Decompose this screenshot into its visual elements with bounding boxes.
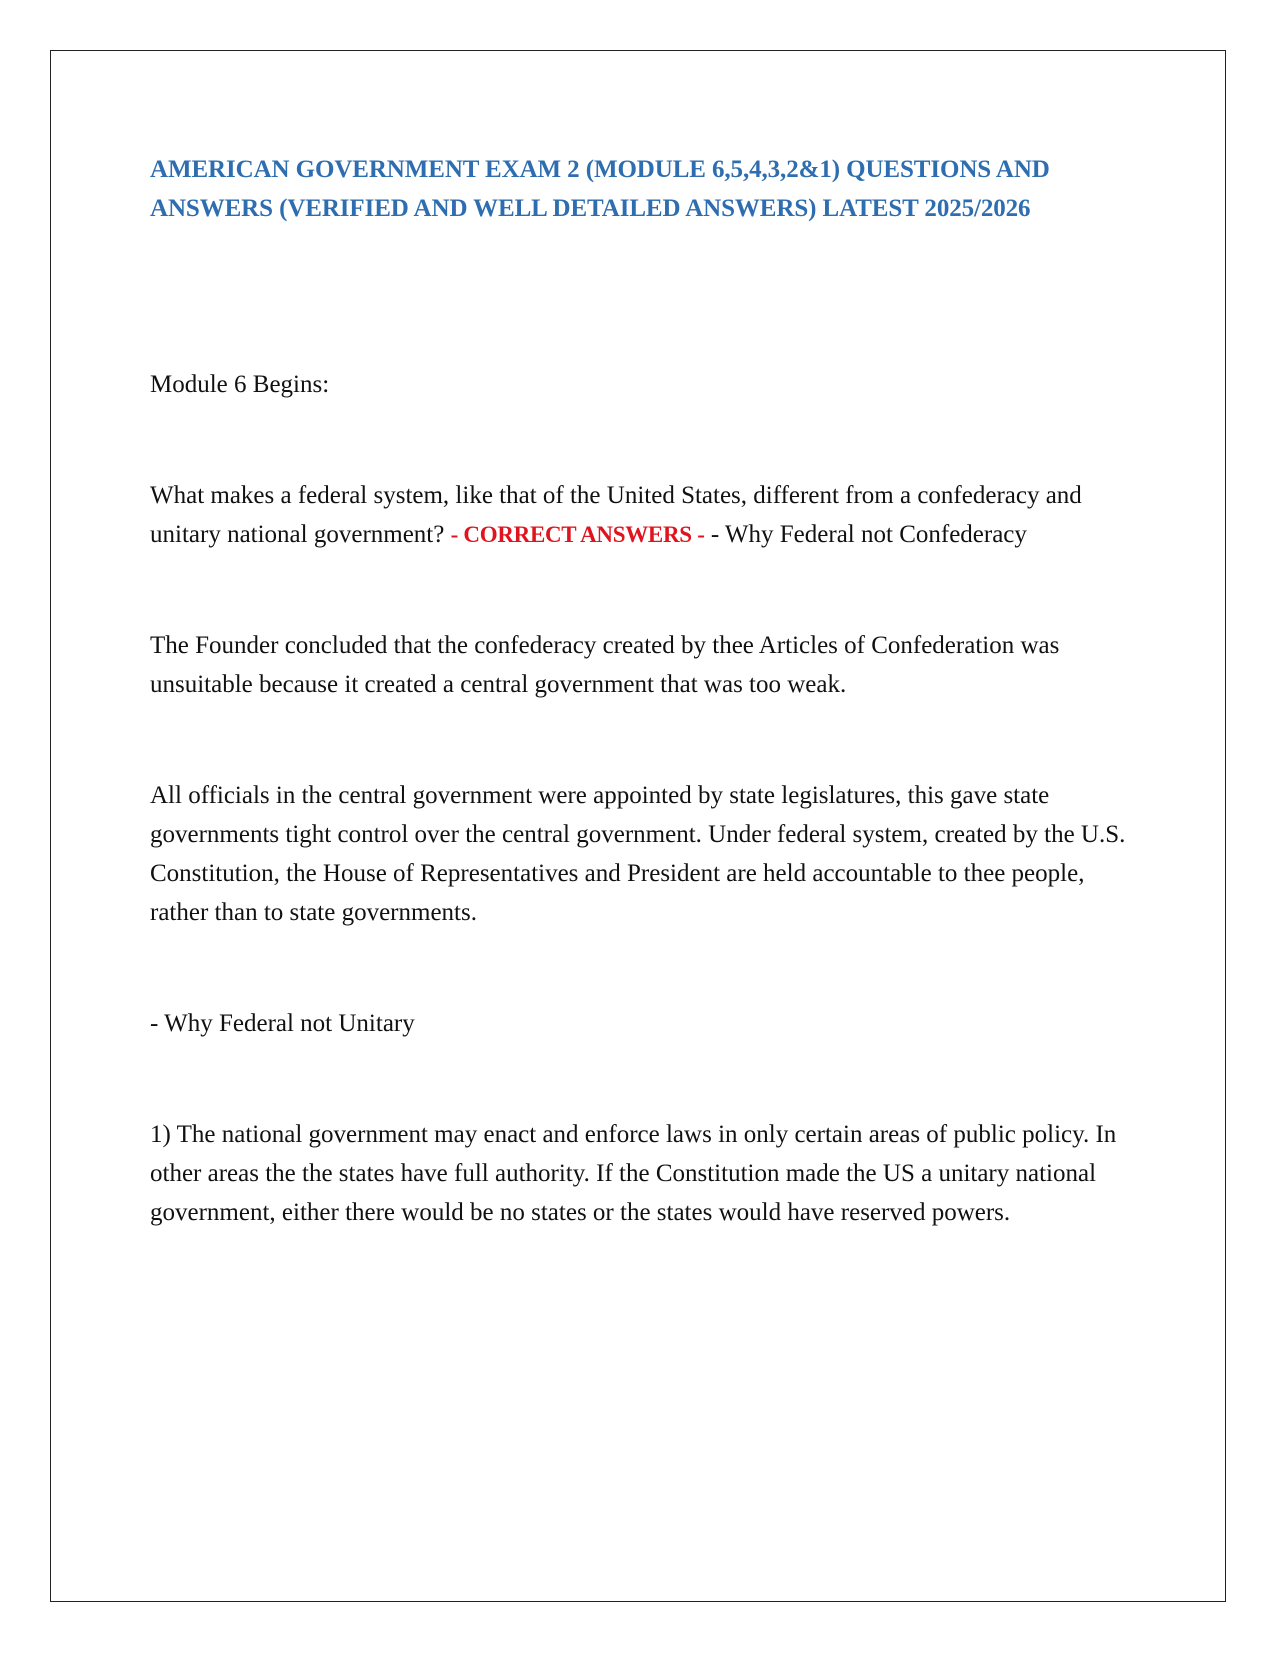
officials-paragraph: All officials in the central government were appointed by state legislatures, this gave state governments tight control over the central government. Under federal system, created by the U.S. Constitution, the House of Representatives and President are held accountable to thee people, rather than to state governments. [150, 782, 1126, 926]
document-content [150, 150, 1130, 1232]
document-title: AMERICAN GOVERNMENT EXAM 2 (MODULE 6,5,4,3,2&1) QUESTIONS AND ANSWERS (VERIFIED AND WELL DETAILED ANSWERS) LATEST 2025/2026 [150, 156, 1050, 222]
unitary-heading: - Why Federal not Unitary [150, 1010, 415, 1037]
founder-paragraph: The Founder concluded that the confederacy created by thee Articles of Confederation was unsuitable because it created a central government that was too weak. [150, 632, 1060, 698]
answer-start-text: - Why Federal not Confederacy [710, 521, 1027, 548]
correct-answers-label: - CORRECT ANSWERS - [450, 522, 705, 547]
module-heading: Module 6 Begins: [150, 371, 330, 398]
question-text: What makes a federal system, like that of the United States, different from a confederacy and unitary national government? [150, 482, 1082, 548]
question-paragraph [150, 476, 1130, 554]
national-policy-paragraph: 1) The national government may enact and enforce laws in only certain areas of public policy. In other areas the the states have full authority. If the Constitution made the US a unitary national government, either there would be no states or the states would have reserved powers. [150, 1121, 1117, 1226]
